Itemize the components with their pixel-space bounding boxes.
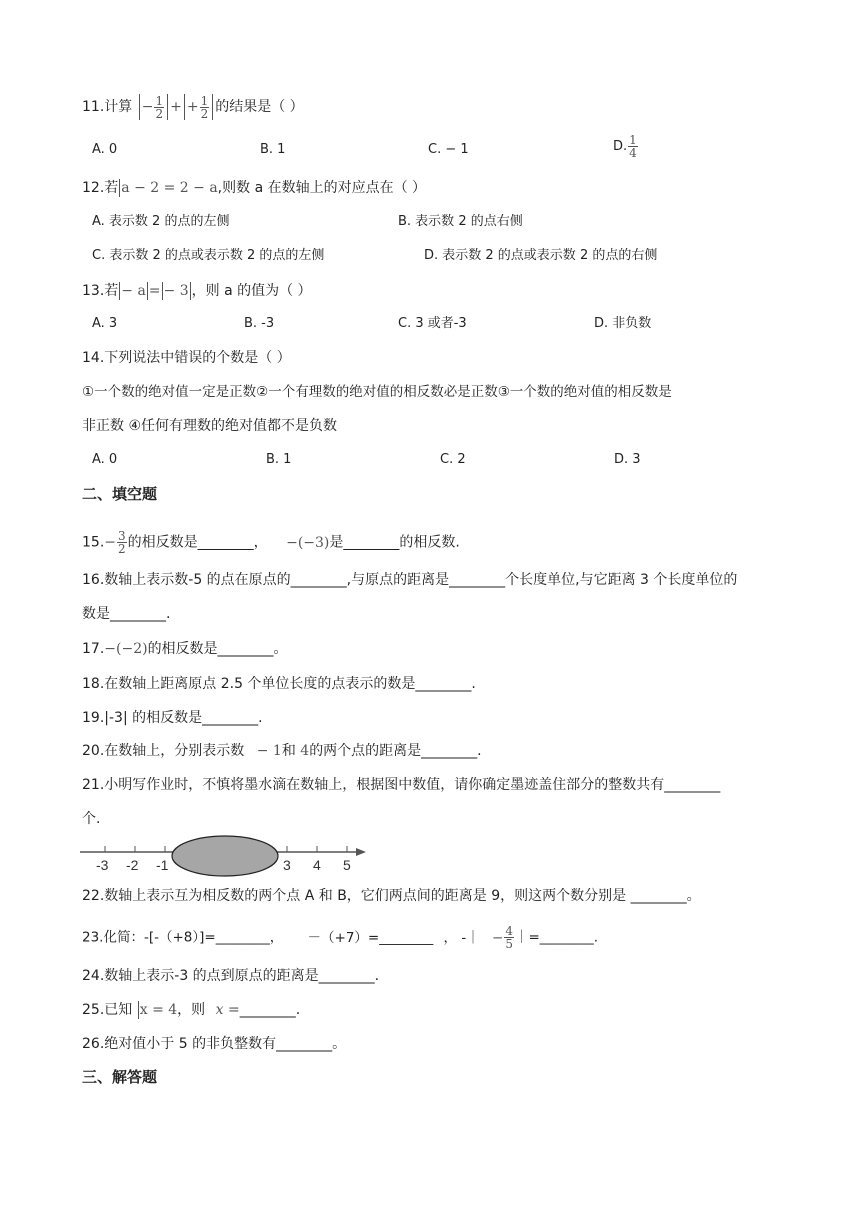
tick-label: -2 [126, 857, 139, 873]
question-13: 13.若 − a = − 3 ，则 a 的值为（ ） [82, 283, 312, 299]
math-expression: a − 2 = 2 − a [121, 180, 218, 196]
option-d[interactable]: D. 表示数 2 的点或表示数 2 的点的右侧 [424, 248, 658, 263]
tick-label: -1 [156, 857, 169, 873]
option-a[interactable]: A. 0 [92, 142, 118, 157]
fraction-four-fifths: $\frac{4}{5}$ [505, 924, 513, 951]
abs-bar [184, 94, 185, 120]
abs-bar [190, 282, 191, 300]
option-d[interactable]: D. $\frac{1}{4}$ [613, 133, 637, 160]
question-14: 14.下列说法中错误的个数是（ ） [82, 350, 291, 366]
option-b[interactable]: B. 1 [266, 452, 292, 467]
option-c[interactable]: C. − 1 [428, 142, 469, 157]
section-heading-answer: 三、解答题 [82, 1068, 158, 1086]
tick-label: 3 [283, 857, 291, 873]
ink-blot [172, 836, 278, 876]
math-expression: −(−3) [286, 534, 330, 551]
option-a[interactable]: A. 表示数 2 的点的左侧 [92, 214, 230, 229]
option-a[interactable]: A. 3 [92, 316, 118, 331]
option-d[interactable]: D. 非负数 [594, 316, 652, 331]
tick-label: 4 [313, 857, 321, 873]
option-b[interactable]: B. 表示数 2 的点右侧 [398, 214, 523, 229]
option-b[interactable]: B. -3 [244, 316, 275, 331]
question-17: 17.−(−2)的相反数是________。 [82, 641, 288, 657]
question-11-label: 11.计算 [82, 99, 133, 115]
option-c[interactable]: C. 3 或者-3 [398, 316, 467, 331]
abs-bar [162, 282, 163, 300]
fraction-one-half: $\frac{1}{2}$ [200, 93, 209, 121]
question-14-statements-line2: 非正数 ④任何有理数的绝对值都不是负数 [82, 418, 337, 434]
fraction-one-half: $\frac{1}{2}$ [155, 93, 164, 121]
abs-bar [147, 282, 148, 300]
question-26: 26.绝对值小于 5 的非负整数有________。 [82, 1036, 347, 1052]
minus-sign: − [141, 99, 154, 115]
question-14-statements-line1: ①一个数的绝对值一定是正数②一个有理数的绝对值的相反数必是正数③一个数的绝对值的相反数是 [82, 384, 672, 400]
question-12: 12.若 a − 2 = 2 − a,则数 a 在数轴上的对应点在（ ） [82, 180, 427, 196]
abs-bar [139, 94, 140, 120]
fraction-three-halves: $\frac{3}{2}$ [118, 529, 126, 556]
option-b[interactable]: B. 1 [260, 142, 286, 157]
question-20: 20.在数轴上，分别表示数 − 1和 4的两个点的距离是________. [82, 743, 482, 759]
number-line-figure [78, 834, 374, 880]
plus-sign: + [170, 99, 182, 115]
math-expression: −(−2) [104, 641, 148, 657]
plus-sign: + [186, 99, 199, 115]
option-c[interactable]: C. 2 [440, 452, 466, 467]
question-15: 15.− $\frac{3}{2}$ 的相反数是________， −(−3)是________的相反数. [82, 529, 460, 556]
question-11-tail: 的结果是（ ） [215, 99, 304, 115]
question-25: 25.已知 x = 4，则 x =________. [82, 1002, 301, 1018]
question-19: 19.|-3| 的相反数是________. [82, 710, 263, 726]
fraction-one-quarter: $\frac{1}{4}$ [629, 133, 637, 160]
abs-bar [212, 94, 213, 120]
option-d[interactable]: D. 3 [614, 452, 641, 467]
question-23: 23.化简：-[-（+8）]=________， －（+7）=________ ， -｜ − $\frac{4}{5}$ ｜=________. [82, 924, 599, 951]
math-expression: x = 4 [139, 1002, 178, 1018]
section-heading-fill-in: 二、填空题 [82, 485, 158, 503]
abs-bar [167, 94, 168, 120]
tick-label: -3 [96, 857, 109, 873]
option-c[interactable]: C. 表示数 2 的点或表示数 2 的点的左侧 [92, 248, 325, 263]
abs-bar [138, 1001, 139, 1019]
question-11 [82, 94, 304, 120]
option-a[interactable]: A. 0 [92, 452, 118, 467]
question-16-line1: 16.数轴上表示数-5 的点在原点的________,与原点的距离是________个长度单位,与它距离 3 个长度单位的 [82, 572, 738, 588]
tick-label: 5 [343, 857, 351, 873]
question-22: 22.数轴上表示互为相反数的两个点 A 和 B，它们两点间的距离是 9，则这两个数分别是 ________。 [82, 888, 701, 904]
question-18: 18.在数轴上距离原点 2.5 个单位长度的点表示的数是________. [82, 676, 476, 692]
question-24: 24.数轴上表示-3 的点到原点的距离是________. [82, 968, 380, 984]
question-21-line2: 个. [82, 811, 101, 827]
arrow-head-icon [356, 848, 366, 856]
question-16-line2: 数是________. [82, 606, 171, 622]
question-21-line1: 21.小明写作业时，不慎将墨水滴在数轴上，根据图中数值，请你确定墨迹盖住部分的整数共有________ [82, 777, 721, 793]
